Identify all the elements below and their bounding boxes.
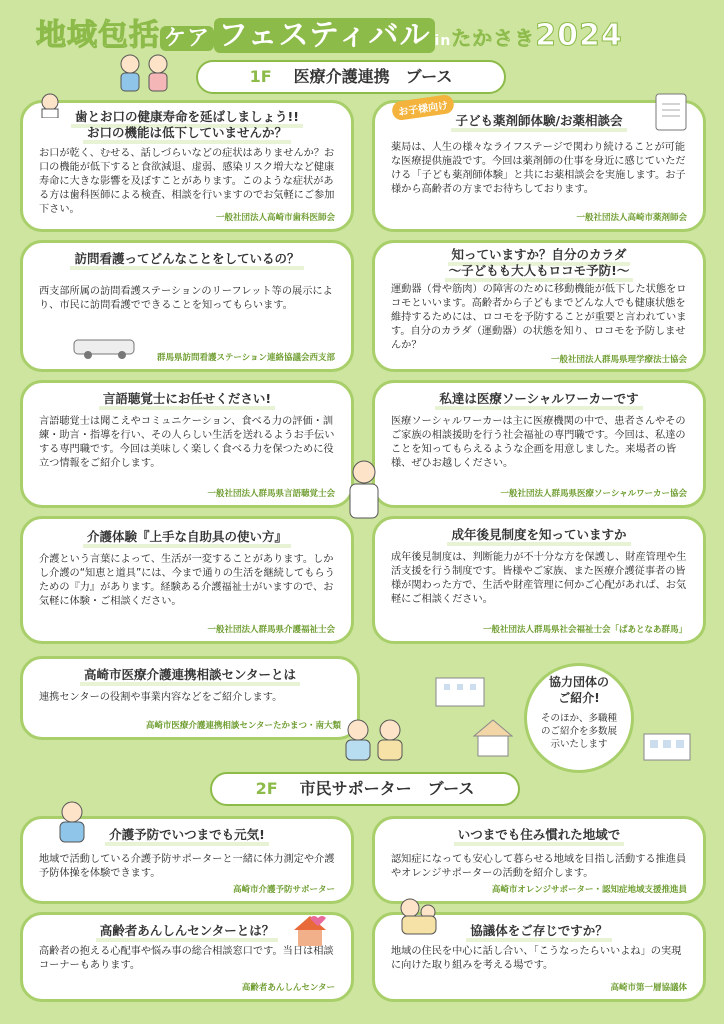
elderly-couple-illustration: [340, 716, 410, 762]
card-consultation-center: [20, 656, 360, 740]
exercise-illustration: [44, 800, 100, 844]
card-title: 知っていますか？自分のカラダ 〜子どもも大人もロコモ予防!〜: [375, 247, 703, 279]
card-title: 私達は医療ソーシャルワーカーです: [375, 391, 703, 407]
card-body: 地域で活動している介護予防サポーターと一緒に体力測定や介護予防体操を体験できます。: [39, 854, 335, 879]
card-org: 高崎市介護予防サポーター: [232, 885, 335, 895]
floor-1-header: 1F 医療介護連携 ブース: [196, 60, 506, 94]
card-org: 一般社団法人群馬県介護福祉士会: [207, 625, 335, 635]
card-org: 高崎市オレンジサポーター・認知症地域支援推進員: [491, 885, 687, 895]
card-org: 一般社団法人群馬県医療ソーシャルワーカー協会: [500, 489, 687, 499]
card-org: 群馬県訪問看護ステーション連絡協議会西支部: [157, 353, 335, 363]
card-title: 子ども薬剤師体験/お薬相談会: [375, 113, 703, 129]
card-org: 一般社団法人群馬県言語聴覚士会: [207, 489, 335, 499]
card-org: 高齢者あんしんセンター: [241, 983, 335, 993]
clipboard-icon: [652, 90, 692, 132]
family-illustration: [396, 896, 442, 936]
car-icon: [70, 330, 140, 360]
card-body: 認知症になっても安心して暮らせる地域を目指し活動する推進員やオレンジサポーターの活動を紹介します。: [391, 854, 687, 879]
house-icon: [470, 716, 516, 758]
card-title: 言語聴覚士にお任せください!: [23, 391, 351, 407]
card-title: 介護予防でいつまでも元気!: [23, 827, 351, 843]
card-title: 訪問看護ってどんなことをしているの？: [23, 251, 351, 267]
card-body: 高齢者の抱える心配事や悩み事の総合相談窓口です。当日は相談コーナーもあります。: [39, 946, 334, 971]
card-title: 歯とお口の健康寿命を延ばしましょう!! お口の機能は低下していませんか？: [23, 109, 351, 141]
card-body: 医療ソーシャルワーカーは主に医療機関の中で、患者さんやそのご家族の相談援助を行う社会福祉の専門職です。今回は、私達のことを知ってもらえるような企画を用意しました。来場者の皆様、ぜひお越しください。: [391, 416, 686, 469]
cooperation-groups: [524, 663, 634, 773]
card-body: 運動器（骨や筋肉）の障害のために移動機能が低下した状態をロコモといいます。高齢者から子どもまでどんな人でも健康状態を維持するためには、ロコモを予防することが重要と言われています。自分のカラダ（運動器）の状態を知り、ロコモを予防しませんか？: [391, 284, 687, 351]
card-body: 介護という言葉によって、生活が一変することがあります。しかし介護の“知恵と道具”には、今まで通りの生活を継続してもらうための『力』があります。経験ある介護福祉士がいますので、お気軽に体験・ご相談ください。: [39, 554, 335, 607]
card-org: 一般社団法人群馬県社会福祉士会「ぱあとなあ群馬」: [482, 625, 687, 635]
card-org: 一般社団法人高崎市歯科医師会: [215, 213, 335, 223]
staff-illustration: [112, 50, 178, 94]
card-title: 高崎市医療介護連携相談センターとは: [23, 667, 357, 683]
card-dental: [20, 100, 354, 232]
card-locomo: [372, 240, 706, 372]
kids-badge: お子様向け: [391, 94, 455, 121]
card-title: 介護体験『上手な自助具の使い方』: [23, 529, 351, 545]
card-body: 薬局は、人生の様々なライフステージで関わり続けることが可能な医療提供施設です。今回は薬剤師の仕事を身近に感じていただける「子ども薬剤師体験」と共にお薬相談会を実施します。お子様から高齢者の方までお待ちしております。: [391, 142, 686, 195]
card-social-worker: [372, 380, 706, 508]
card-title: いつまでも住み慣れた地域で: [375, 827, 703, 843]
floor-2-header: 2F 市民サポーター ブース: [210, 772, 520, 806]
page-title: 地域包括 ケア フェスティバル inたかさき2024: [36, 18, 623, 53]
card-community: [372, 816, 706, 904]
card-body: 西支部所属の訪問看護ステーションのリーフレット等の展示により、市民に訪問看護でできることを知ってもらいます。: [39, 286, 333, 311]
card-care-experience: [20, 516, 354, 644]
cooperation-title: 協力団体の ご紹介!: [548, 675, 609, 705]
card-body: お口が乾く、むせる、話しづらいなどの症状はありませんか？お口の機能が低下すると食欲減退、虚弱、感染リスク増大など健康寿命に大きな影響を及ぼすことがあります。このような症状がある方は歯科医師による検査、相談を行いますのでお気軽にご参加下さい。: [39, 148, 335, 215]
card-org: 一般社団法人群馬県理学療法士協会: [550, 355, 687, 365]
card-title: 協議体をご存じですか？: [375, 923, 703, 939]
worker-illustration: [338, 458, 390, 522]
card-body: 地域の住民を中心に話し合い、「こうなったらいいよね」の実現に向けた取り組みを考える場です。: [391, 946, 682, 971]
card-body: 連携センターの役割や事業内容などをご紹介します。: [39, 692, 283, 703]
card-title: 高齢者あんしんセンターとは？: [23, 923, 351, 939]
card-org: 高崎市医療介護連携相談センターたかまつ・南大類: [145, 721, 341, 731]
dentist-icon: [36, 92, 64, 118]
office-building-icon: [640, 728, 694, 762]
card-org: 一般社団法人高崎市薬剤師会: [576, 213, 687, 223]
house-heart-icon: [290, 912, 330, 948]
card-title: 成年後見制度を知っていますか: [375, 527, 703, 543]
card-body: 言語聴覚士は聞こえやコミュニケーション、食べる力の評価・訓練・助言・指導を行い、その人らしい生活を送れるようお手伝いする専門職です。今回は美味しく楽しく食べる力を保つために役立つ情報をご紹介します。: [39, 416, 335, 469]
card-body: 成年後見制度は、判断能力が不十分な方を保護し、財産管理や生活支援を行う制度です。皆様やご家族、また医療介護従事者の皆様が関わった方で、生活や財産管理に何かご心配があれば、お気軽にご相談ください。: [391, 552, 687, 605]
cooperation-body: そのほか、多職種のご紹介を多数展示いたします: [540, 713, 617, 750]
card-speech-therapist: [20, 380, 354, 508]
building-icon: [430, 672, 490, 708]
card-org: 高崎市第一層協議体: [610, 983, 687, 993]
card-adult-guardianship: [372, 516, 706, 644]
